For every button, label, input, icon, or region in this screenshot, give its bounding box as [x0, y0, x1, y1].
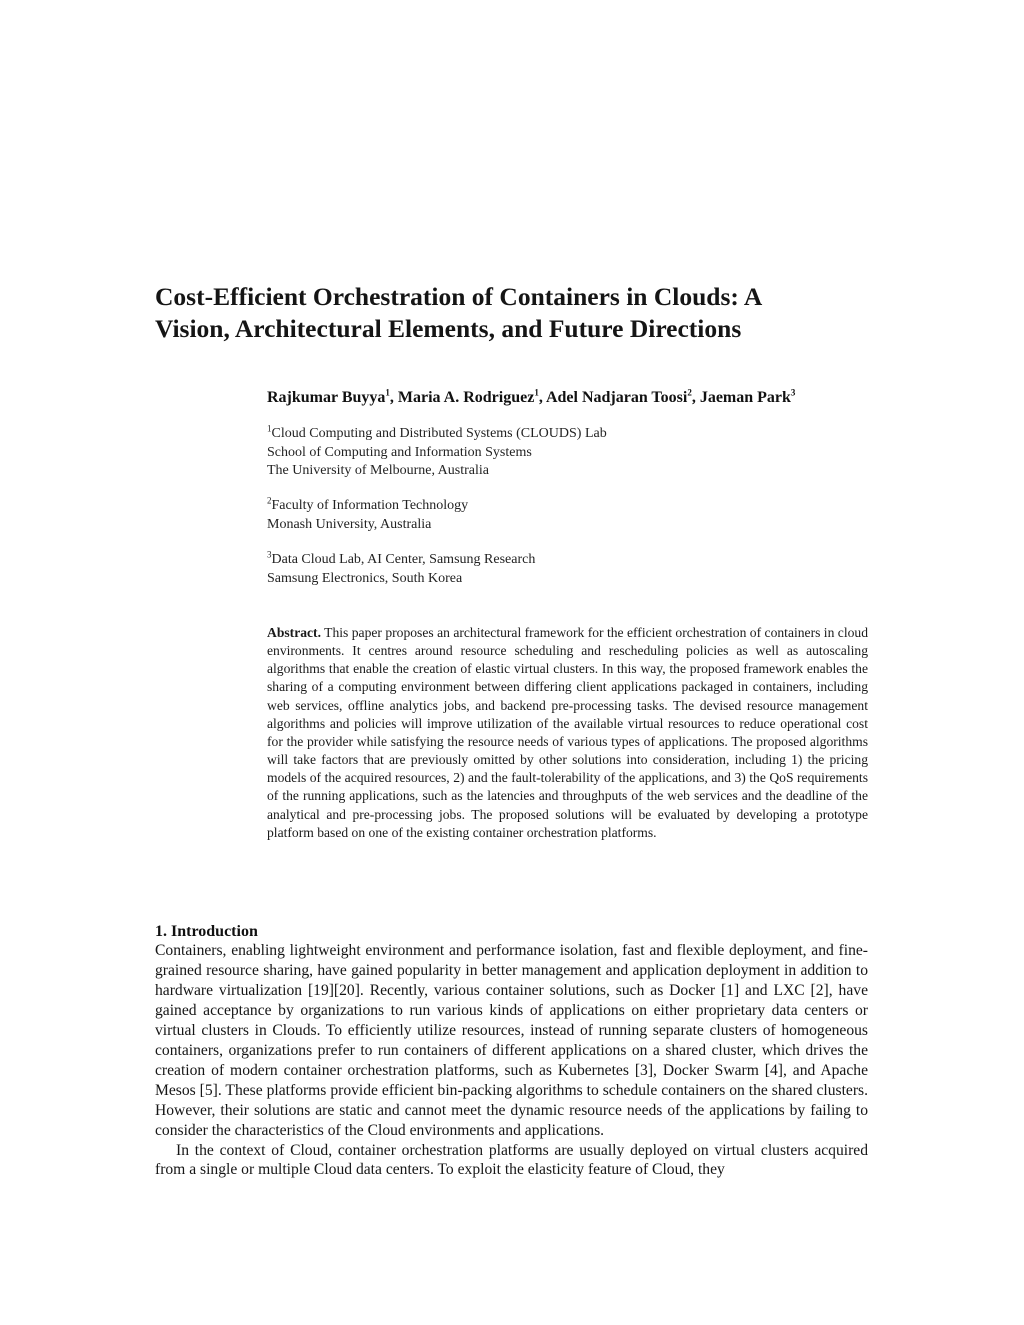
affiliation-mark: 1 [267, 423, 272, 434]
intro-paragraph-1: Containers, enabling lightweight environment and performance isolation, fast and flexible deployment, and fine-grained resource sharing, have gained popularity in better management and application deployment in addition to hardware virtualization [19][20]. Recently, various container solutions, such as Docker [1] and LXC [2], have gained acceptance by organizations to run various kinds of applications on either proprietary data centers or virtual clusters in Clouds. To efficiently utilize resources, instead of running separate clusters of homogeneous containers, organizations prefer to run containers of different applications on a shared cluster, which drives the creation of modern container orchestration platforms, such as Kubernetes [3], Docker Swarm [4], and Apache Mesos [5]. These platforms provide efficient bin-packing algorithms to schedule containers on the shared clusters. However, their solutions are static and cannot meet the dynamic resource needs of the applications by failing to consider the characteristics of the Cloud environments and applications. [155, 942, 868, 1139]
abstract-text: This paper proposes an architectural framework for the efficient orchestration of containers in cloud environments. It centres around resource scheduling and rescheduling policies as well as autoscaling algorithms that enable the creation of elastic virtual clusters. In this way, the proposed framework enables the sharing of a computing environment between differing client applications packaged in containers, including web services, offline analytics jobs, and backend pre-processing tasks. The devised resource management algorithms and policies will improve utilization of the available virtual resources to reduce operational cost for the provider while satisfying the resource needs of various types of applications. The proposed algorithms will take factors that are previously omitted by other solutions into consideration, including 1) the pricing models of the acquired resources, 2) and the fault-tolerability of the applications, and 3) the QoS requirements of the running applications, such as the latencies and throughputs of the web services and the deadline of the analytical and pre-processing jobs. The proposed solutions will be evaluated by developing a prototype platform based on one of the existing container orchestration platforms. [267, 625, 868, 840]
affiliation-line: The University of Melbourne, Australia [267, 463, 490, 478]
affiliation-mark: 3 [267, 549, 272, 560]
introduction-body [155, 941, 868, 1180]
affiliation-line: Data Cloud Lab, AI Center, Samsung Research [271, 552, 536, 567]
affiliation-line: School of Computing and Information Systems [267, 444, 532, 460]
affiliation-mark: 2 [267, 495, 272, 506]
author-affiliation-mark: 1 [385, 387, 390, 398]
title-line-2: Vision, Architectural Elements, and Future Directions [155, 314, 742, 343]
affiliation-line: Faculty of Information Technology [271, 498, 469, 513]
author-affiliation-mark: 2 [687, 387, 692, 398]
affiliation-1 [267, 425, 867, 481]
author-affiliation-mark: 1 [534, 387, 539, 398]
abstract [267, 624, 868, 842]
author-separator: , [538, 389, 546, 406]
author-affiliation-mark: 3 [790, 387, 796, 398]
author-name: Maria A. Rodriguez [397, 389, 535, 406]
affiliation-line: Samsung Electronics, South Korea [267, 570, 463, 586]
author-name: Rajkumar Buyya [267, 389, 386, 406]
author-separator: , [691, 389, 700, 406]
abstract-label: Abstract. [267, 625, 321, 640]
affiliation-3 [267, 551, 867, 588]
affiliation-line: Cloud Computing and Distributed Systems (CLOUDS) Lab [271, 426, 607, 441]
intro-paragraph-2: In the context of Cloud, container orchestration platforms are usually deployed on virtual clusters acquired from a single or multiple Cloud data centers. To exploit the elasticity feature of Cloud, they [155, 1141, 868, 1179]
affiliation-2 [267, 497, 867, 534]
author-separator: , [389, 389, 398, 406]
section-heading-introduction: 1. Introduction [155, 923, 258, 940]
author-name: Jaeman Park [699, 389, 791, 406]
paper-title [155, 281, 875, 345]
affiliation-line: Monash University, Australia [267, 516, 432, 532]
title-line-1: Cost-Efficient Orchestration of Containers in Clouds: A [155, 282, 763, 311]
author-list [267, 387, 887, 409]
author-name: Adel Nadjaran Toosi [545, 389, 688, 406]
